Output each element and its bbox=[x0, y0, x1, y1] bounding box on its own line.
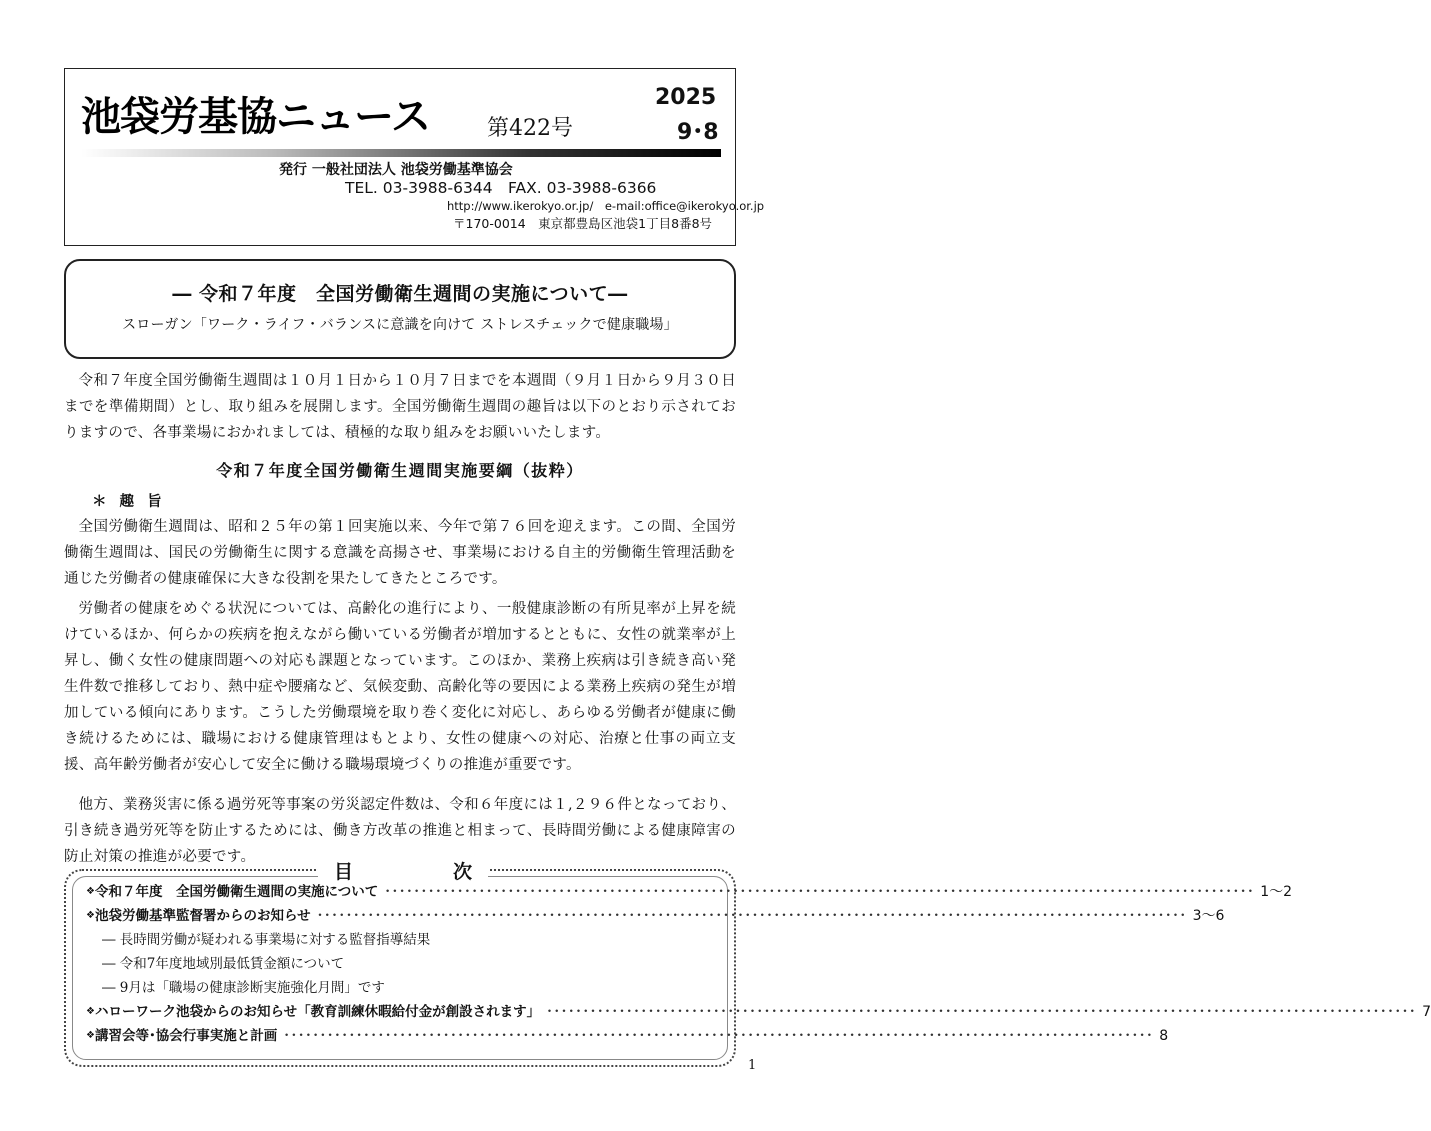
issue-year: 2025 bbox=[655, 85, 717, 110]
diamond-bullet-icon: ❖ bbox=[86, 1030, 95, 1041]
toc-subitem[interactable] bbox=[86, 976, 712, 1000]
toc-item[interactable] bbox=[86, 904, 1225, 928]
toc-subitem[interactable] bbox=[86, 928, 712, 952]
headline-box bbox=[64, 259, 736, 359]
toc-heading bbox=[318, 857, 488, 884]
toc-item-label: ハローワーク池袋からのお知らせ「教育訓練休暇給付金が創設されます」 bbox=[94, 1004, 541, 1020]
toc-item[interactable] bbox=[86, 1000, 1431, 1024]
publisher-info bbox=[275, 161, 765, 233]
masthead bbox=[64, 68, 765, 246]
toc-subitem-label: ― 長時間労働が疑われる事業場に対する監督指導結果 bbox=[102, 932, 431, 948]
toc-subitem-label: ― 9月は「職場の健康診断実施強化月間」です bbox=[102, 980, 385, 996]
toc-heading-char: 次 bbox=[452, 861, 472, 883]
gradient-rule bbox=[81, 149, 721, 157]
diamond-bullet-icon: ❖ bbox=[86, 886, 95, 897]
publisher-name: 発行 一般社団法人 池袋労働基準協会 bbox=[279, 162, 513, 178]
headline-slogan: スローガン「ワーク・ライフ・バランスに意識を向けて ストレスチェックで健康職場」 bbox=[122, 317, 678, 333]
toc-leader-dots: ････････････････････････････････････････････････････････････････････････････････････････････････････････････････････････ bbox=[384, 884, 1255, 900]
newsletter-title: 池袋労基協ニュース bbox=[81, 94, 430, 140]
toc-list bbox=[86, 880, 1431, 1048]
phone-fax: TEL. 03-3988-6344 FAX. 03-3988-6366 bbox=[345, 179, 657, 197]
diamond-bullet-icon: ❖ bbox=[86, 910, 95, 921]
toc-item-page: 1～2 bbox=[1260, 884, 1293, 900]
body-paragraph: 他方、業務災害に係る過労死等事案の労災認定件数は、令和６年度には１,２９６件となっており、引き続き過労死等を防止するためには、働き方改革の推進と相まって、長時間労働による健康障害の防止対策の推進が必要です。 bbox=[64, 797, 736, 865]
gist-heading: ＊ 趣 旨 bbox=[92, 493, 166, 510]
postal-address: 〒170-0014 東京都豊島区池袋1丁目8番8号 bbox=[453, 216, 713, 231]
toc-item-label: 池袋労働基準監督署からのお知らせ bbox=[94, 908, 311, 924]
toc-leader-dots: ････････････････････････････････････････････････････････････････････････････････････････････････････････････････････････ bbox=[283, 1028, 1154, 1044]
toc-subitem-label: ― 令和7年度地域別最低賃金額について bbox=[102, 956, 345, 972]
toc-item-page: 7 bbox=[1422, 1004, 1431, 1020]
headline-title: ― 令和７年度 全国労働衛生週間の実施について― bbox=[172, 283, 628, 305]
toc-heading-char: 目 bbox=[334, 861, 354, 883]
page-number: 1 bbox=[748, 1058, 757, 1073]
toc-leader-dots: ････････････････････････････････････････････････････････････････････････････････････････････････････････････････････････ bbox=[316, 908, 1187, 924]
toc-item-label: 令和７年度 全国労働衛生週間の実施について bbox=[94, 884, 379, 900]
body-paragraph: 全国労働衛生週間は、昭和２５年の第１回実施以来、今年で第７６回を迎えます。この間、全国労働衛生週間は、国民の労働衛生に関する意識を高揚させ、事業場における自主的労働衛生管理活動を通じた労働者の健康確保に大きな役割を果たしてきたところです。 bbox=[64, 519, 736, 587]
outline-title: 令和７年度全国労働衛生週間実施要綱（抜粋） bbox=[216, 461, 584, 480]
toc-item[interactable] bbox=[86, 1024, 1169, 1048]
body-paragraph: 労働者の健康をめぐる状況については、高齢化の進行により、一般健康診断の有所見率が上昇を続けているほか、何らかの疾病を抱えながら働いている労働者が増加するとともに、女性の就業率が上昇し、働く女性の健康問題への対応も課題となっています。このほか、業務上疾病は引き続き高い発生件数で推移しており、熱中症や腰痛など、気候変動、高齢化等の要因による業務上疾病の発生が増加している傾向にあります。こうした労働環境を取り巻く変化に対応し、あらゆる労働者が健康に働き続けるためには、職場における健康管理はもとより、女性の健康への対応、治療と仕事の両立支援、高年齢労働者が安心して安全に働ける職場環境づくりの推進が重要です。 bbox=[64, 601, 736, 773]
issue-date: 9･8 bbox=[677, 120, 719, 145]
diamond-bullet-icon: ❖ bbox=[86, 1006, 95, 1017]
toc-item-page: 3～6 bbox=[1192, 908, 1225, 924]
toc-item-page: 8 bbox=[1159, 1028, 1169, 1044]
toc-subitem[interactable] bbox=[86, 952, 712, 976]
website-email[interactable]: http://www.ikerokyo.or.jp/ e-mail:office@ikerokyo.or.jp bbox=[447, 199, 765, 213]
intro-paragraph: 令和７年度全国労働衛生週間は１０月１日から１０月７日までを本週間（９月１日から９月３０日までを準備期間）とし、取り組みを展開します。全国労働衛生週間の趣旨は以下のとおり示されておりますので、各事業場におかれましては、積極的な取り組みをお願いいたします。 bbox=[64, 373, 736, 441]
issue-number: 第422号 bbox=[487, 116, 573, 141]
toc-leader-dots: ････････････････････････････････････････････････････････････････････････････････････････････････････････････････････････ bbox=[546, 1004, 1417, 1020]
toc-item-label: 講習会等･協会行事実施と計画 bbox=[94, 1028, 278, 1044]
